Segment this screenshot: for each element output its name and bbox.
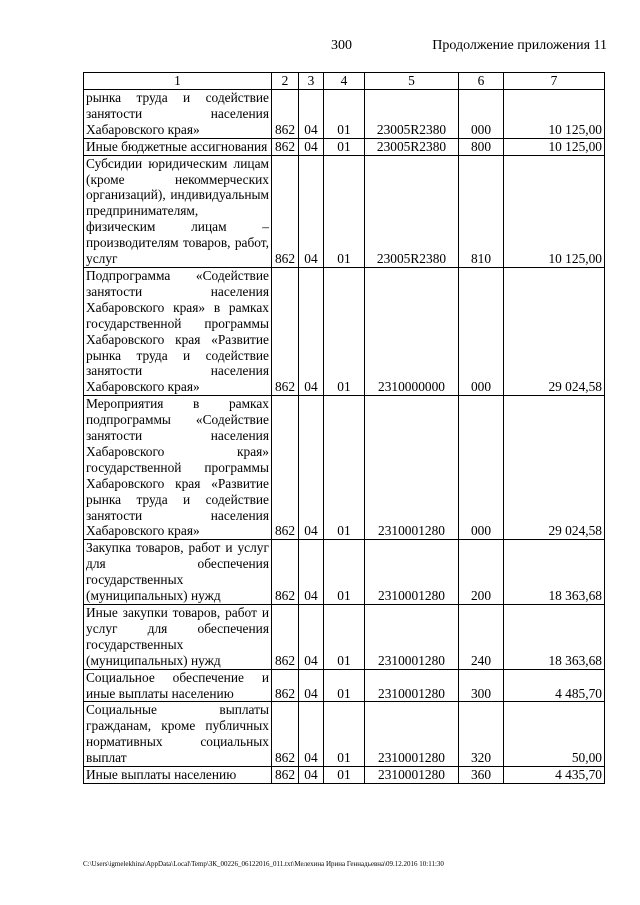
cell-amount: 29 024,58: [504, 267, 605, 395]
cell-target-article: 2310001280: [365, 702, 459, 767]
cell-ministry-code: 862: [272, 767, 299, 784]
cell-subsection: 01: [324, 540, 365, 605]
row-name: Иные закупки товаров, работ и услуг для обеспечения государственных (муниципальных) нужд: [84, 605, 272, 670]
file-path-footer: C:\Users\igmelekhina\AppData\Local\Temp\ЗК_00226_06122016_011.txt\Мелехина Ирина Геннадьевна\09.12.2016 10:11:30: [83, 860, 444, 868]
cell-expense-type: 300: [459, 669, 504, 702]
table-row: [84, 702, 605, 767]
page-number: 300: [331, 38, 352, 53]
budget-table: [83, 72, 605, 784]
cell-ministry-code: 862: [272, 605, 299, 670]
page-header: [0, 38, 640, 58]
cell-target-article: 2310001280: [365, 396, 459, 540]
cell-ministry-code: 862: [272, 138, 299, 155]
cell-expense-type: 810: [459, 155, 504, 267]
cell-target-article: 2310001280: [365, 540, 459, 605]
row-name: Иные выплаты населению: [84, 767, 272, 784]
row-name: Мероприятия в рамках подпрограммы «Содействие занятости населения Хабаровского края» государственной программы Хабаровского края «Развитие рынка труда и содействие занятости населения Хабаровского края»: [84, 396, 272, 540]
cell-amount: 10 125,00: [504, 90, 605, 139]
cell-ministry-code: 862: [272, 540, 299, 605]
column-header: 3: [299, 73, 324, 90]
cell-target-article: 23005R2380: [365, 155, 459, 267]
table-row: [84, 767, 605, 784]
row-name: Социальные выплаты гражданам, кроме публичных нормативных социальных выплат: [84, 702, 272, 767]
cell-ministry-code: 862: [272, 155, 299, 267]
table-row: [84, 138, 605, 155]
cell-section: 04: [299, 540, 324, 605]
cell-expense-type: 200: [459, 540, 504, 605]
cell-section: 04: [299, 267, 324, 395]
cell-section: 04: [299, 138, 324, 155]
table-row: [84, 90, 605, 139]
cell-ministry-code: 862: [272, 669, 299, 702]
row-name: рынка труда и содействие занятости населения Хабаровского края»: [84, 90, 272, 139]
cell-amount: 4 485,70: [504, 669, 605, 702]
column-header: 5: [365, 73, 459, 90]
cell-subsection: 01: [324, 138, 365, 155]
cell-section: 04: [299, 702, 324, 767]
cell-subsection: 01: [324, 90, 365, 139]
cell-expense-type: 000: [459, 396, 504, 540]
cell-target-article: 2310000000: [365, 267, 459, 395]
cell-expense-type: 000: [459, 90, 504, 139]
table-row: [84, 267, 605, 395]
cell-amount: 18 363,68: [504, 540, 605, 605]
cell-subsection: 01: [324, 669, 365, 702]
cell-expense-type: 000: [459, 267, 504, 395]
table-row: [84, 605, 605, 670]
cell-target-article: 2310001280: [365, 669, 459, 702]
cell-amount: 50,00: [504, 702, 605, 767]
cell-amount: 18 363,68: [504, 605, 605, 670]
cell-target-article: 2310001280: [365, 767, 459, 784]
row-name: Иные бюджетные ассигнования: [84, 138, 272, 155]
cell-section: 04: [299, 669, 324, 702]
table-row: [84, 396, 605, 540]
cell-subsection: 01: [324, 702, 365, 767]
row-name: Закупка товаров, работ и услуг для обеспечения государственных (муниципальных) нужд: [84, 540, 272, 605]
cell-section: 04: [299, 155, 324, 267]
table-row: [84, 669, 605, 702]
cell-section: 04: [299, 396, 324, 540]
cell-ministry-code: 862: [272, 396, 299, 540]
row-name: Социальное обеспечение и иные выплаты населению: [84, 669, 272, 702]
row-name: Субсидии юридическим лицам (кроме некоммерческих организаций), индивидуальным предпринимателям, физическим лицам – производителям товаров, работ, услуг: [84, 155, 272, 267]
cell-expense-type: 320: [459, 702, 504, 767]
cell-subsection: 01: [324, 155, 365, 267]
column-header: 4: [324, 73, 365, 90]
cell-expense-type: 240: [459, 605, 504, 670]
cell-amount: 10 125,00: [504, 155, 605, 267]
cell-subsection: 01: [324, 767, 365, 784]
cell-amount: 10 125,00: [504, 138, 605, 155]
table-header-row: [84, 73, 605, 90]
cell-target-article: 2310001280: [365, 605, 459, 670]
column-header: 7: [504, 73, 605, 90]
cell-target-article: 23005R2380: [365, 138, 459, 155]
cell-section: 04: [299, 605, 324, 670]
column-header: 6: [459, 73, 504, 90]
row-name: Подпрограмма «Содействие занятости населения Хабаровского края» в рамках государственной программы Хабаровского края «Развитие рынка труда и содействие занятости населения Хабаровского края»: [84, 267, 272, 395]
cell-ministry-code: 862: [272, 267, 299, 395]
cell-ministry-code: 862: [272, 702, 299, 767]
cell-section: 04: [299, 90, 324, 139]
cell-amount: 29 024,58: [504, 396, 605, 540]
cell-expense-type: 360: [459, 767, 504, 784]
cell-amount: 4 435,70: [504, 767, 605, 784]
cell-expense-type: 800: [459, 138, 504, 155]
cell-subsection: 01: [324, 605, 365, 670]
column-header: 2: [272, 73, 299, 90]
table-row: [84, 155, 605, 267]
cell-ministry-code: 862: [272, 90, 299, 139]
column-header: 1: [84, 73, 272, 90]
cell-section: 04: [299, 767, 324, 784]
appendix-continuation: Продолжение приложения 11: [432, 38, 607, 53]
table-row: [84, 540, 605, 605]
cell-subsection: 01: [324, 396, 365, 540]
cell-subsection: 01: [324, 267, 365, 395]
cell-target-article: 23005R2380: [365, 90, 459, 139]
